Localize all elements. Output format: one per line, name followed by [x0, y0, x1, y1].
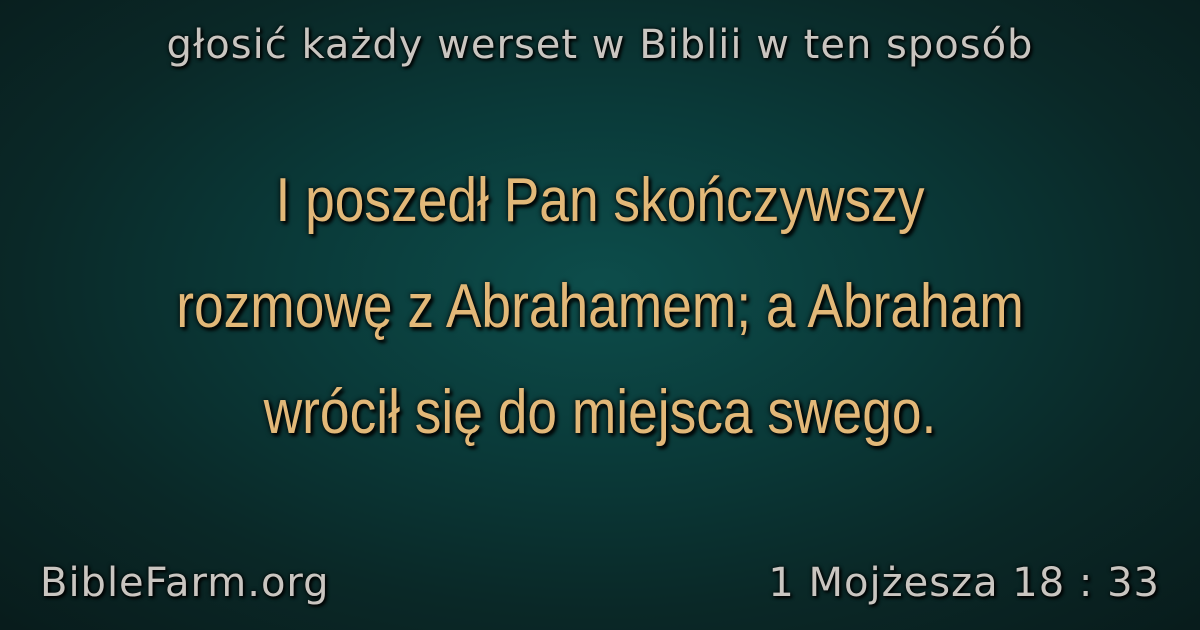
verse-line: I poszedł Pan skończywszy — [275, 166, 925, 235]
verse-text — [118, 148, 1081, 466]
site-name: BibleFarm.org — [40, 560, 330, 606]
verse-line: rozmowę z Abrahamem; a Abraham — [176, 272, 1024, 341]
verse-line: wrócił się do miejsca swego. — [263, 378, 937, 447]
tagline: głosić każdy werset w Biblii w ten sposób — [166, 22, 1034, 68]
verse-reference: 1 Mojżesza 18 : 33 — [768, 560, 1160, 606]
